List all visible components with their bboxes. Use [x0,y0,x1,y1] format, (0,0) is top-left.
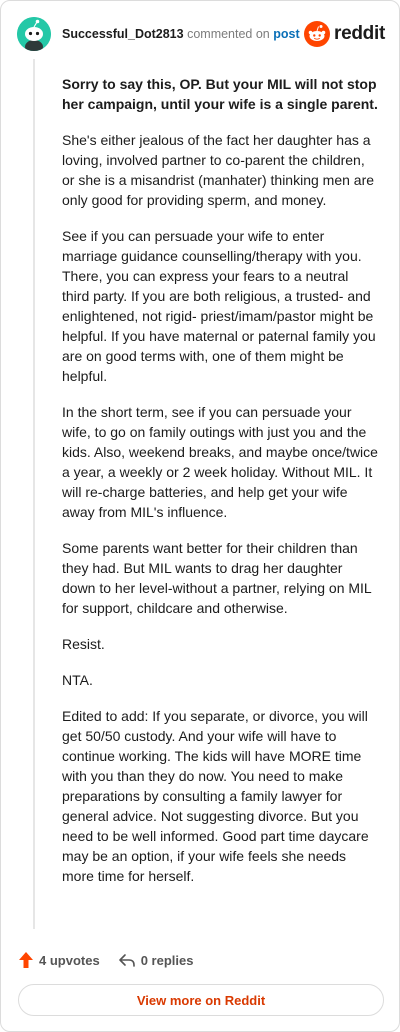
reddit-brand[interactable] [304,20,385,48]
post-link[interactable]: post [273,27,300,41]
comment-actions [18,949,193,971]
upvote-arrow-icon [18,951,34,969]
comment-paragraph: Resist. [62,636,105,652]
comment-paragraph: Edited to add: If you separate, or divorce, you will get 50/50 custody. And your wife will have to continue working. The kids will have MORE time with you than they do now. You need to make preparations by consulting a family lawyer for general advice. Not suggesting divorce. But you need to be well informed. Good part time daycare may be an option, if your wife feels she needs more time for herself. [62,708,369,884]
comment-paragraph: In the short term, see if you can persuade your wife, to go on family outings with just you and the kids. Also, weekend breaks, and maybe once/twice a year, a weekly or 2 week holiday. Without MIL. It will re-charge batteries, and help get your wife away from MIL's influence. [62,404,378,520]
reddit-logo-icon [304,21,330,47]
comment-body [62,74,378,902]
comment-paragraph: She's either jealous of the fact her daughter has a loving, involved partner to co-parent the children, or she is a misandrist (manhater) thinking men are only good for providing sperm, and money. [62,132,375,208]
comment-paragraph: Some parents want better for their children than they had. But MIL wants to drag her daughter down to her level-without a partner, relying on MIL for support, childcare and otherwise. [62,540,372,616]
username-link[interactable]: Successful_Dot2813 [62,27,184,41]
reddit-wordmark: reddit [334,23,385,44]
reply-arrow-icon [118,952,136,968]
thread-line [33,59,35,929]
commented-on-text: commented on [187,27,270,41]
upvote-count: 4 upvotes [39,952,100,968]
comment-paragraph: See if you can persuade your wife to enter marriage guidance counselling/therapy with you. There, you can express your fears to a neutral third party. If you are both religious, a trusted- and enlightened, not rigid- priest/imam/pastor might be helpful. If you have maternal or paternal family you are on good terms with, one of them might be helpful. [62,228,376,384]
comment-paragraph: NTA. [62,672,93,688]
reply-count: 0 replies [140,952,194,968]
comment-header [17,17,385,51]
view-more-on-reddit-button[interactable]: View more on Reddit [18,984,384,1016]
user-avatar[interactable] [17,17,51,51]
snoo-avatar-icon [17,17,51,51]
upvote-button[interactable] [18,951,100,969]
comment-meta [62,26,300,42]
comment-lead-paragraph: Sorry to say this, OP. But your MIL will not stop her campaign, until your wife is a single parent. [62,76,378,112]
replies-button[interactable] [118,952,194,968]
